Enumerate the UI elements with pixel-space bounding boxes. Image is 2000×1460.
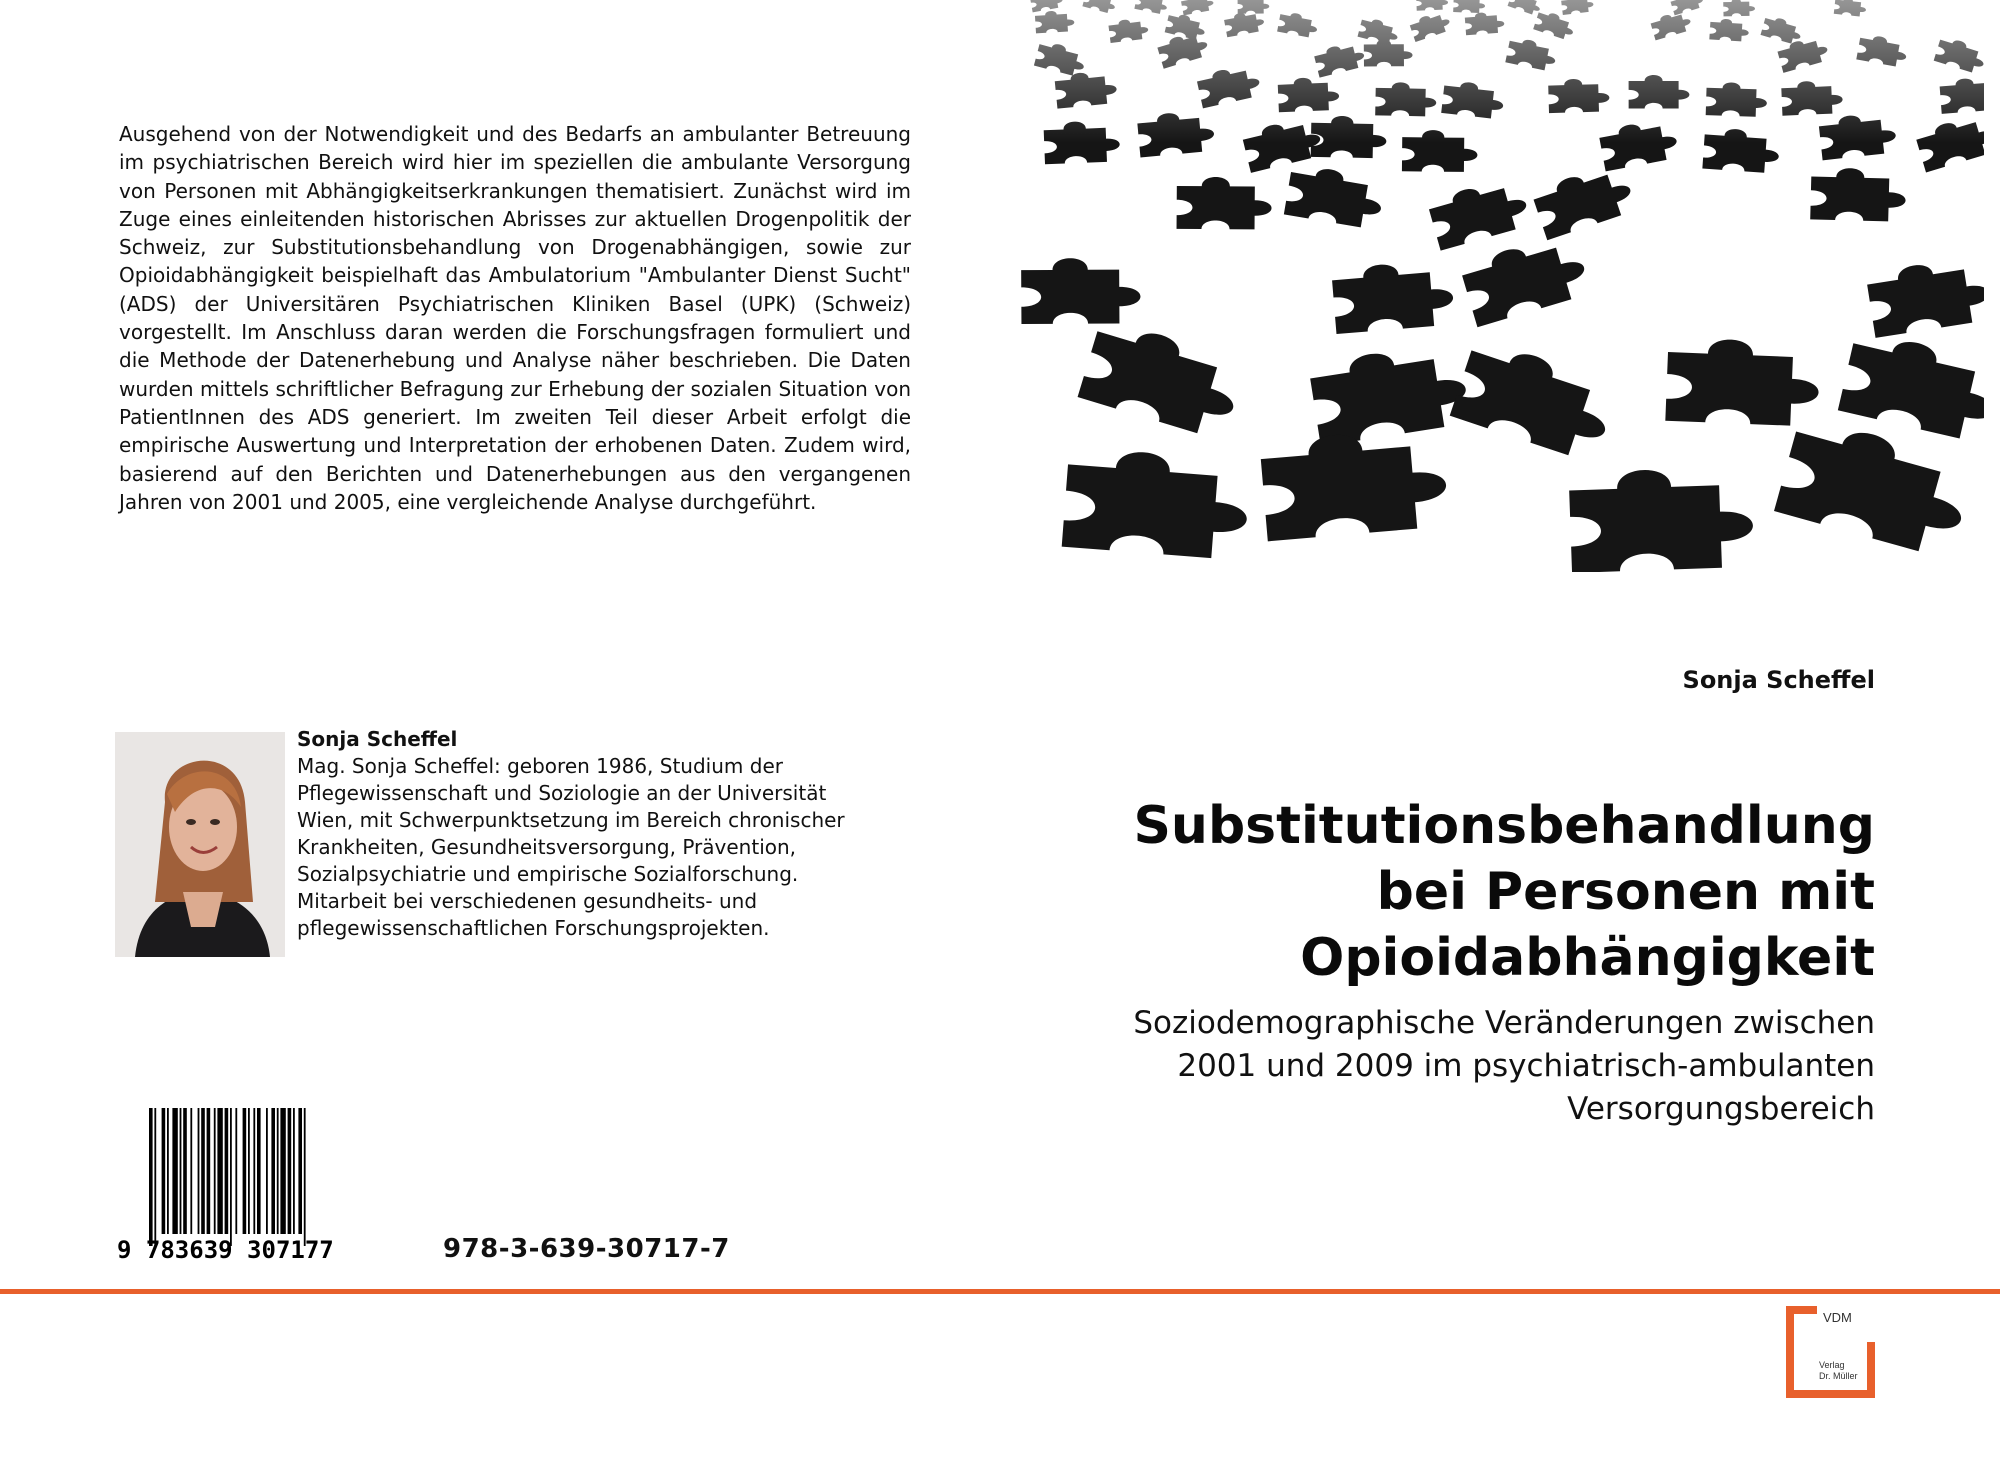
barcode-bar xyxy=(162,1108,166,1234)
author-photo xyxy=(115,732,285,957)
barcode-bar xyxy=(257,1108,261,1234)
barcode-bar xyxy=(154,1108,156,1246)
barcode-bar xyxy=(207,1108,211,1234)
barcode-bar xyxy=(248,1108,250,1234)
author-bio-text: Mag. Sonja Scheffel: geboren 1986, Studium der Pflegewissenschaft und Soziologie an der Universität Wien, mit Schwerpunktsetzung im Bereich chronischer Krankheiten, Gesundheitsversorgung, Prävention, Sozialpsychiatrie und empirische Sozialforschung. Mitarbeit bei verschiedenen gesundheits- und pflegewissenschaftlichen Forschungsprojekten. xyxy=(297,754,845,940)
puzzle-pieces-image xyxy=(1016,0,1984,572)
cover-author: Sonja Scheffel xyxy=(1682,666,1875,694)
barcode-bar xyxy=(253,1108,255,1234)
title-line: Substitutionsbehandlung xyxy=(1133,796,1875,856)
publisher-logo-line: Verlag xyxy=(1819,1360,1845,1370)
book-title xyxy=(975,793,1875,991)
barcode-bar xyxy=(280,1108,285,1234)
subtitle-line: 2001 und 2009 im psychiatrisch-ambulanten xyxy=(1177,1048,1875,1084)
barcode-bar xyxy=(304,1108,306,1246)
barcode-bar xyxy=(167,1108,169,1234)
isbn-barcode xyxy=(115,1108,415,1284)
barcode-bar xyxy=(201,1108,205,1234)
barcode-bar xyxy=(217,1108,222,1234)
book-subtitle xyxy=(975,1002,1875,1131)
barcode-bar xyxy=(293,1108,295,1234)
barcode-bar xyxy=(225,1108,229,1234)
barcode-bar xyxy=(230,1108,232,1246)
barcode-bar xyxy=(180,1108,182,1234)
author-bio-name: Sonja Scheffel xyxy=(297,727,458,751)
barcode-bar xyxy=(288,1108,292,1234)
barcode-bar xyxy=(298,1108,302,1234)
orange-divider xyxy=(0,1289,2000,1294)
barcode-bar xyxy=(149,1108,153,1246)
publisher-logo xyxy=(1781,1302,1877,1402)
publisher-logo-brand: VDM xyxy=(1823,1310,1852,1325)
barcode-bar xyxy=(271,1108,275,1234)
subtitle-line: Versorgungsbereich xyxy=(1567,1091,1875,1127)
barcode-digits: 9 783639 307177 xyxy=(117,1236,334,1264)
author-bio xyxy=(297,726,857,942)
barcode-bar xyxy=(183,1108,187,1234)
subtitle-line: Soziodemographische Veränderungen zwischen xyxy=(1133,1005,1875,1041)
publisher-logo-line: Dr. Müller xyxy=(1819,1371,1858,1381)
barcode-bar xyxy=(172,1108,177,1234)
barcode-bar xyxy=(198,1108,200,1234)
isbn-number: 978-3-639-30717-7 xyxy=(443,1234,730,1264)
title-line: Opioidabhängigkeit xyxy=(1300,928,1875,988)
barcode-bar xyxy=(235,1108,237,1234)
title-line: bei Personen mit xyxy=(1376,862,1875,922)
barcode-bar xyxy=(277,1108,279,1234)
barcode-bar xyxy=(214,1108,216,1234)
barcode-bar xyxy=(190,1108,192,1234)
barcode-bar xyxy=(266,1108,268,1234)
back-cover-blurb: Ausgehend von der Notwendigkeit und des Bedarfs an ambulanter Betreuung im psychiatrischen Bereich wird hier im speziellen die ambulante Versorgung von Personen mit Abhängigkeitserkrankungen thematisiert. Zunächst wird im Zuge eines einleitenden historischen Abrisses zur aktuellen Drogenpolitik der Schweiz, zur Substitutionsbehandlung von Drogenabhängigen, sowie zur Opioidabhängigkeit beispielhaft das Ambulatorium "Ambulanter Dienst Sucht" (ADS) der Universitären Psychiatrischen Kliniken Basel (UPK) (Schweiz) vorgestellt. Im Anschluss daran werden die Forschungsfragen formuliert und die Methode der Datenerhebung und Analyse näher beschrieben. Die Daten wurden mittels schriftlicher Befragung zur Erhebung der sozialen Situation von PatientInnen des ADS generiert. Im zweiten Teil dieser Arbeit erfolgt die empirische Auswertung und Interpretation der erhobenen Daten. Zudem wird, basierend auf den Berichten und Datenerhebungen aus den vergangenen Jahren von 2001 und 2005, eine vergleichende Analyse durchgeführt. xyxy=(119,122,911,514)
barcode-bar xyxy=(243,1108,247,1234)
